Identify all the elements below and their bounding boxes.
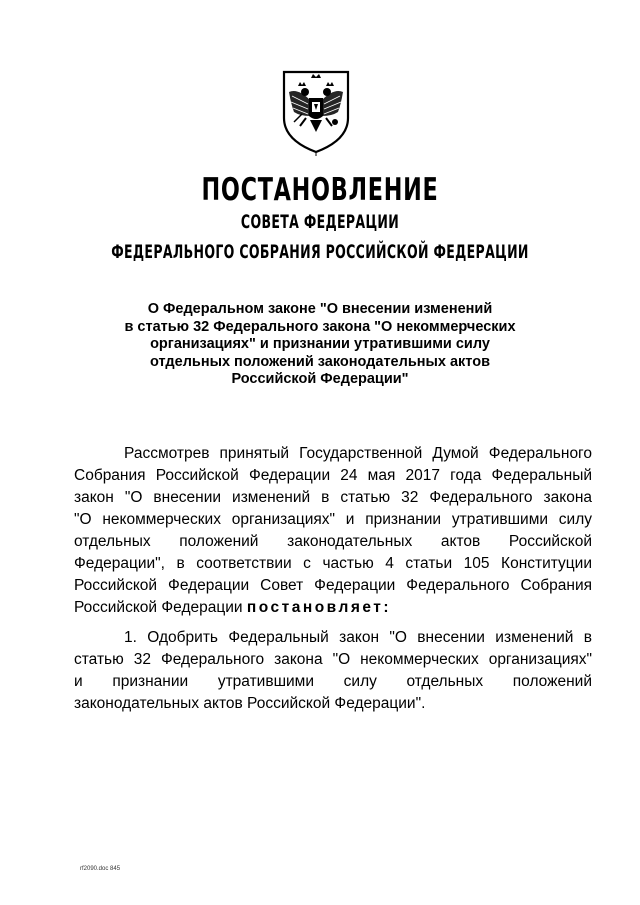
file-reference: rf2090.doc 845 [80, 866, 121, 872]
paragraph-line-text: Российской Федерации [74, 599, 243, 616]
preamble-paragraph [74, 443, 592, 619]
subject-line: в статью 32 Федерального закона "О некоммерческих [124, 318, 516, 335]
russian-coat-of-arms-emblem [280, 66, 352, 156]
paragraph-line: Российской Федерации Совет Федерации Федерального Собрания [74, 577, 592, 594]
decree-word: постановляет: [246, 599, 392, 616]
paragraph-line: Собрания Российской Федерации 24 мая 2017 года Федеральный [74, 467, 592, 484]
subject-line: Российской Федерации" [231, 371, 409, 387]
document-title: ПОСТАНОВЛЕНИЕ [201, 172, 439, 208]
subject-line: организациях" и признании утратившими силу [150, 336, 490, 352]
issuer-line-1: СОВЕТА ФЕДЕРАЦИИ [240, 211, 400, 233]
paragraph-line: "О некоммерческих организациях" и признании утратившими силу [74, 511, 592, 528]
paragraph-line: Федерации", в соответствии с частью 4 статьи 105 Конституции [74, 555, 592, 572]
resolution-item-1 [74, 627, 592, 715]
paragraph-line: отдельных положений законодательных актов Российской [74, 533, 592, 550]
paragraph-line: и признании утратившими силу отдельных положений [74, 673, 592, 690]
issuer-line-2: ФЕДЕРАЛЬНОГО СОБРАНИЯ РОССИЙСКОЙ ФЕДЕРАЦИИ [111, 241, 529, 263]
paragraph-last-line [74, 597, 592, 619]
paragraph-line: Рассмотрев принятый Государственной Думой Федерального [124, 445, 592, 462]
paragraph-line: статью 32 Федерального закона "О некоммерческих организациях" [74, 651, 592, 668]
subject-line: О Федеральном законе "О внесении изменений [147, 301, 493, 317]
document-subject [0, 301, 640, 389]
paragraph-line: законодательных актов Российской Федерации". [74, 695, 426, 712]
subject-line: отдельных положений законодательных актов [150, 353, 490, 370]
paragraph-line: закон "О внесении изменений в статью 32 Федерального закона [74, 489, 592, 506]
paragraph-line: 1. Одобрить Федеральный закон "О внесении изменений в [124, 629, 592, 646]
